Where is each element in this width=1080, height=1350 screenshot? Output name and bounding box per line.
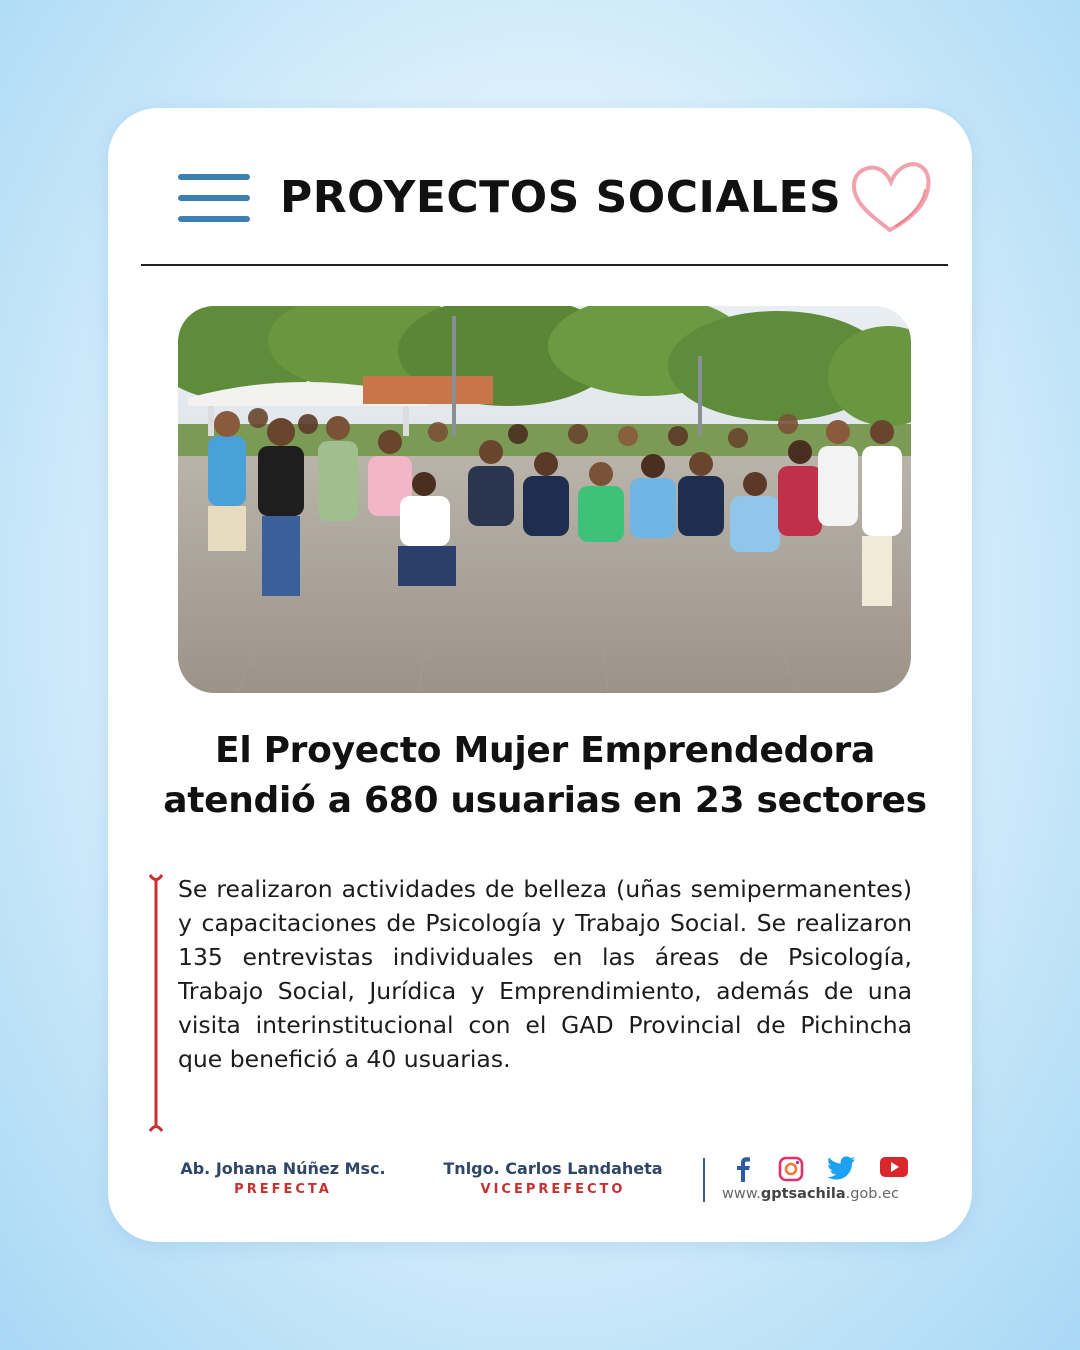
article-body: Se realizaron actividades de belleza (uñas semipermanentes) y capacitaciones de Psicología y Trabajo Social. Se realizaron 135 entrevistas individuales en las áreas de Psicología, Trabajo Social, Jurídica y Emprendimiento, además de una visita interinstitucional con el GAD Provincial de Pichincha que benefició a 40 usuarias. xyxy=(178,875,912,1073)
accent-bar xyxy=(149,874,163,1132)
website-suffix: .gob.ec xyxy=(845,1186,900,1202)
prefecta-signature xyxy=(158,1158,408,1200)
photo-illustration xyxy=(178,306,911,693)
prefecta-name: Ab. Johana Núñez Msc. xyxy=(180,1159,386,1178)
footer xyxy=(108,1154,972,1214)
viceprefecto-signature xyxy=(428,1158,678,1200)
website-link[interactable] xyxy=(722,1184,922,1204)
youtube-icon[interactable] xyxy=(880,1156,908,1178)
viceprefecto-name: Tnlgo. Carlos Landaheta xyxy=(443,1159,663,1178)
social-links xyxy=(722,1154,914,1184)
hamburger-menu-icon[interactable] xyxy=(178,172,250,224)
heart-outline-icon xyxy=(850,160,932,234)
menu-line xyxy=(178,216,250,222)
website-prefix: www. xyxy=(722,1186,761,1202)
post-card xyxy=(108,108,972,1242)
footer-divider xyxy=(703,1158,705,1202)
website-brand: gptsachila xyxy=(760,1186,846,1202)
group-photo xyxy=(178,306,911,693)
viceprefecto-role: VICEPREFECTO xyxy=(480,1182,626,1197)
twitter-icon[interactable] xyxy=(828,1156,856,1180)
menu-line xyxy=(178,174,250,180)
article-headline: El Proyecto Mujer Emprendedora atendió a 680 usuarias en 23 sectores xyxy=(163,730,927,821)
facebook-icon[interactable] xyxy=(734,1156,752,1182)
menu-line xyxy=(178,195,250,201)
title-divider xyxy=(141,264,948,266)
page-title: PROYECTOS SOCIALES xyxy=(280,172,842,223)
instagram-icon[interactable] xyxy=(778,1156,804,1182)
prefecta-role: PREFECTA xyxy=(234,1182,332,1197)
